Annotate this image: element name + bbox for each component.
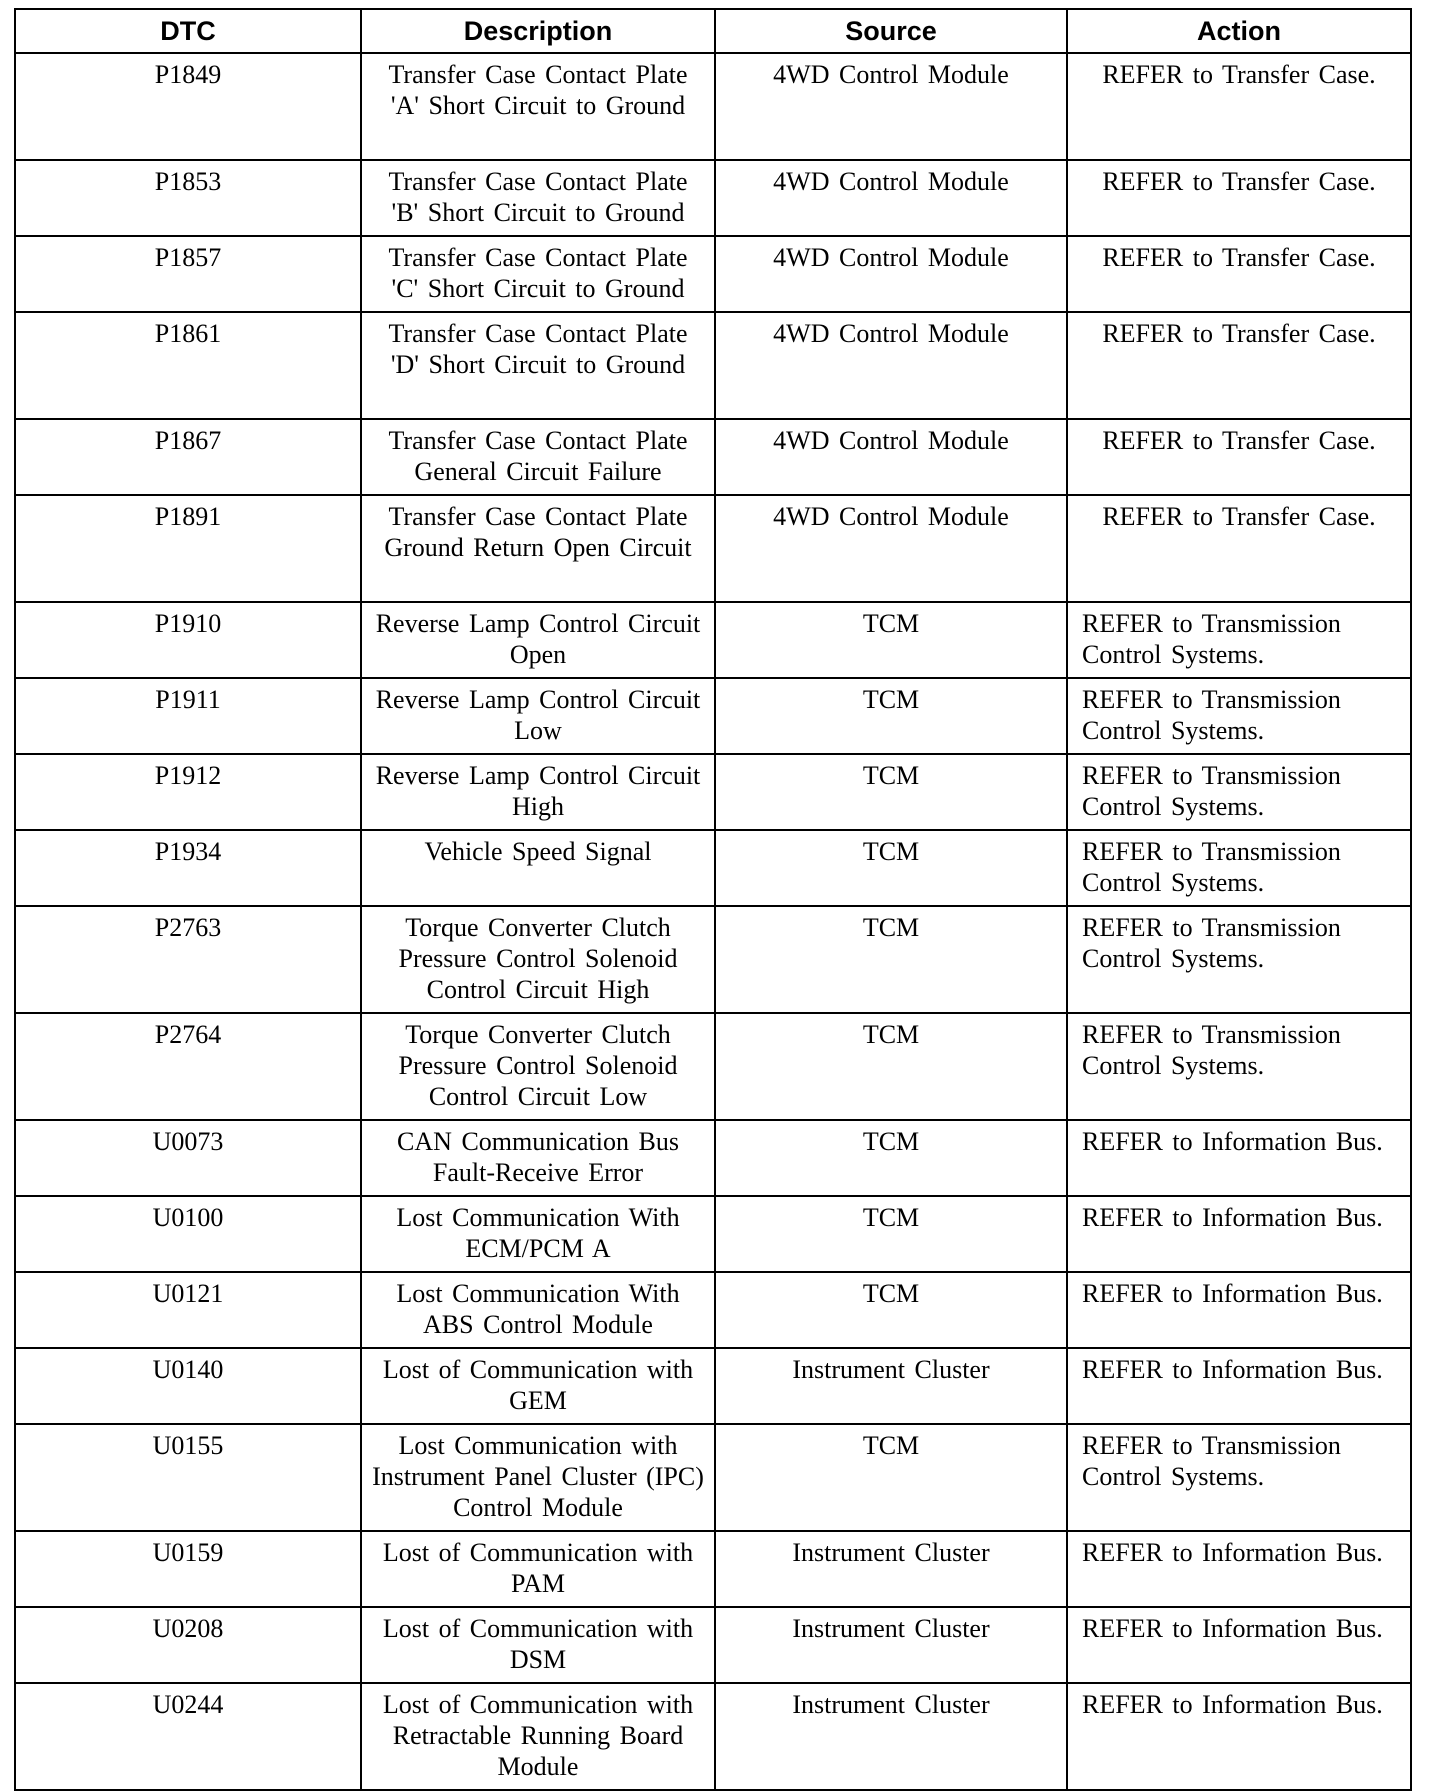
dtc-code: U0100 [15,1196,361,1272]
dtc-action [1067,1683,1411,1790]
dtc-code: U0159 [15,1531,361,1607]
dtc-action-text: REFER to Information Bus. [1082,1203,1383,1232]
dtc-source: TCM [715,602,1067,678]
dtc-action-text: REFER to Information Bus. [1082,1538,1383,1567]
dtc-source: Instrument Cluster [715,1607,1067,1683]
dtc-action-text: REFER to Information Bus. [1082,1279,1383,1308]
dtc-action [1067,1531,1411,1607]
dtc-source: 4WD Control Module [715,312,1067,419]
dtc-description: Torque Converter Clutch Pressure Control Solenoid Control Circuit Low [361,1013,715,1120]
dtc-code: U0208 [15,1607,361,1683]
dtc-action [1067,495,1411,602]
table-row [15,1607,1411,1683]
dtc-description: Reverse Lamp Control Circuit Low [361,678,715,754]
column-header-description: Description [361,9,715,53]
dtc-source: TCM [715,1120,1067,1196]
dtc-action-text: REFER to Information Bus. [1082,1127,1383,1156]
dtc-description: Lost of Communication with Retractable Running Board Module [361,1683,715,1790]
table-row [15,1683,1411,1790]
dtc-action-text: REFER to Information Bus. [1082,1614,1383,1643]
dtc-source: TCM [715,1196,1067,1272]
dtc-source: TCM [715,1272,1067,1348]
dtc-description: Transfer Case Contact Plate 'A' Short Circuit to Ground [361,53,715,160]
dtc-source: 4WD Control Module [715,236,1067,312]
dtc-action [1067,754,1411,830]
dtc-action [1067,1348,1411,1424]
dtc-description: Transfer Case Contact Plate 'D' Short Circuit to Ground [361,312,715,419]
table-row [15,160,1411,236]
table-row [15,1348,1411,1424]
dtc-source: 4WD Control Module [715,53,1067,160]
column-header-source: Source [715,9,1067,53]
dtc-source: 4WD Control Module [715,419,1067,495]
table-row [15,678,1411,754]
dtc-description: Lost of Communication with GEM [361,1348,715,1424]
dtc-action [1067,236,1411,312]
dtc-action [1067,1607,1411,1683]
dtc-source: TCM [715,830,1067,906]
dtc-table [14,8,1412,1791]
dtc-action [1067,1196,1411,1272]
dtc-description: Torque Converter Clutch Pressure Control Solenoid Control Circuit High [361,906,715,1013]
dtc-description: Transfer Case Contact Plate General Circuit Failure [361,419,715,495]
dtc-action-text: REFER to Information Bus. [1082,1690,1383,1719]
dtc-action [1067,602,1411,678]
dtc-description: Transfer Case Contact Plate 'C' Short Circuit to Ground [361,236,715,312]
dtc-action-text: REFER to Transmission Control Systems. [1082,1020,1341,1080]
dtc-action [1067,312,1411,419]
dtc-action [1067,1120,1411,1196]
table-row [15,236,1411,312]
dtc-source: TCM [715,906,1067,1013]
dtc-description: Lost Communication with Instrument Panel Cluster (IPC) Control Module [361,1424,715,1531]
dtc-code: P1911 [15,678,361,754]
dtc-code: P1853 [15,160,361,236]
dtc-source: TCM [715,754,1067,830]
dtc-description: Vehicle Speed Signal [361,830,715,906]
dtc-action [1067,678,1411,754]
dtc-action-text: REFER to Transmission Control Systems. [1082,609,1341,669]
table-row [15,830,1411,906]
table-row [15,906,1411,1013]
dtc-code: P1934 [15,830,361,906]
dtc-action-text: REFER to Transfer Case. [1102,502,1376,531]
dtc-description: Transfer Case Contact Plate Ground Return Open Circuit [361,495,715,602]
dtc-source: 4WD Control Module [715,495,1067,602]
dtc-action-text: REFER to Transfer Case. [1102,319,1376,348]
dtc-action-text: REFER to Information Bus. [1082,1355,1383,1384]
dtc-source: TCM [715,1424,1067,1531]
dtc-description: Transfer Case Contact Plate 'B' Short Circuit to Ground [361,160,715,236]
table-row [15,419,1411,495]
table-row [15,53,1411,160]
dtc-code: P1891 [15,495,361,602]
dtc-action-text: REFER to Transmission Control Systems. [1082,913,1341,973]
dtc-action [1067,906,1411,1013]
dtc-source: Instrument Cluster [715,1683,1067,1790]
dtc-action [1067,53,1411,160]
table-row [15,1531,1411,1607]
table-row [15,602,1411,678]
dtc-action-text: REFER to Transmission Control Systems. [1082,685,1341,745]
table-row [15,312,1411,419]
dtc-code: P2763 [15,906,361,1013]
dtc-action [1067,1272,1411,1348]
dtc-code: P1861 [15,312,361,419]
dtc-action [1067,419,1411,495]
dtc-source: Instrument Cluster [715,1531,1067,1607]
dtc-action [1067,830,1411,906]
table-row [15,1272,1411,1348]
table-row [15,495,1411,602]
dtc-description: CAN Communication Bus Fault-Receive Error [361,1120,715,1196]
dtc-description: Lost of Communication with DSM [361,1607,715,1683]
dtc-code: P1910 [15,602,361,678]
dtc-description: Lost Communication With ECM/PCM A [361,1196,715,1272]
dtc-source: TCM [715,678,1067,754]
column-header-dtc: DTC [15,9,361,53]
dtc-description: Reverse Lamp Control Circuit High [361,754,715,830]
dtc-description: Lost Communication With ABS Control Module [361,1272,715,1348]
dtc-code: U0121 [15,1272,361,1348]
dtc-code: P1857 [15,236,361,312]
dtc-action [1067,160,1411,236]
table-row [15,754,1411,830]
dtc-code: P1849 [15,53,361,160]
column-header-action: Action [1067,9,1411,53]
dtc-code: U0073 [15,1120,361,1196]
dtc-description: Reverse Lamp Control Circuit Open [361,602,715,678]
dtc-code: U0140 [15,1348,361,1424]
dtc-code: U0244 [15,1683,361,1790]
table-row [15,1196,1411,1272]
dtc-action-text: REFER to Transmission Control Systems. [1082,1431,1341,1491]
dtc-action [1067,1013,1411,1120]
dtc-action-text: REFER to Transfer Case. [1102,243,1376,272]
dtc-code: P2764 [15,1013,361,1120]
table-row [15,1424,1411,1531]
dtc-description: Lost of Communication with PAM [361,1531,715,1607]
dtc-action [1067,1424,1411,1531]
dtc-code: U0155 [15,1424,361,1531]
table-row [15,1013,1411,1120]
header-row [15,9,1411,53]
dtc-source: TCM [715,1013,1067,1120]
dtc-action-text: REFER to Transfer Case. [1102,167,1376,196]
table-row [15,1120,1411,1196]
dtc-action-text: REFER to Transmission Control Systems. [1082,761,1341,821]
dtc-action-text: REFER to Transfer Case. [1102,426,1376,455]
dtc-action-text: REFER to Transmission Control Systems. [1082,837,1341,897]
dtc-source: 4WD Control Module [715,160,1067,236]
dtc-code: P1867 [15,419,361,495]
dtc-code: P1912 [15,754,361,830]
dtc-source: Instrument Cluster [715,1348,1067,1424]
dtc-action-text: REFER to Transfer Case. [1102,60,1376,89]
